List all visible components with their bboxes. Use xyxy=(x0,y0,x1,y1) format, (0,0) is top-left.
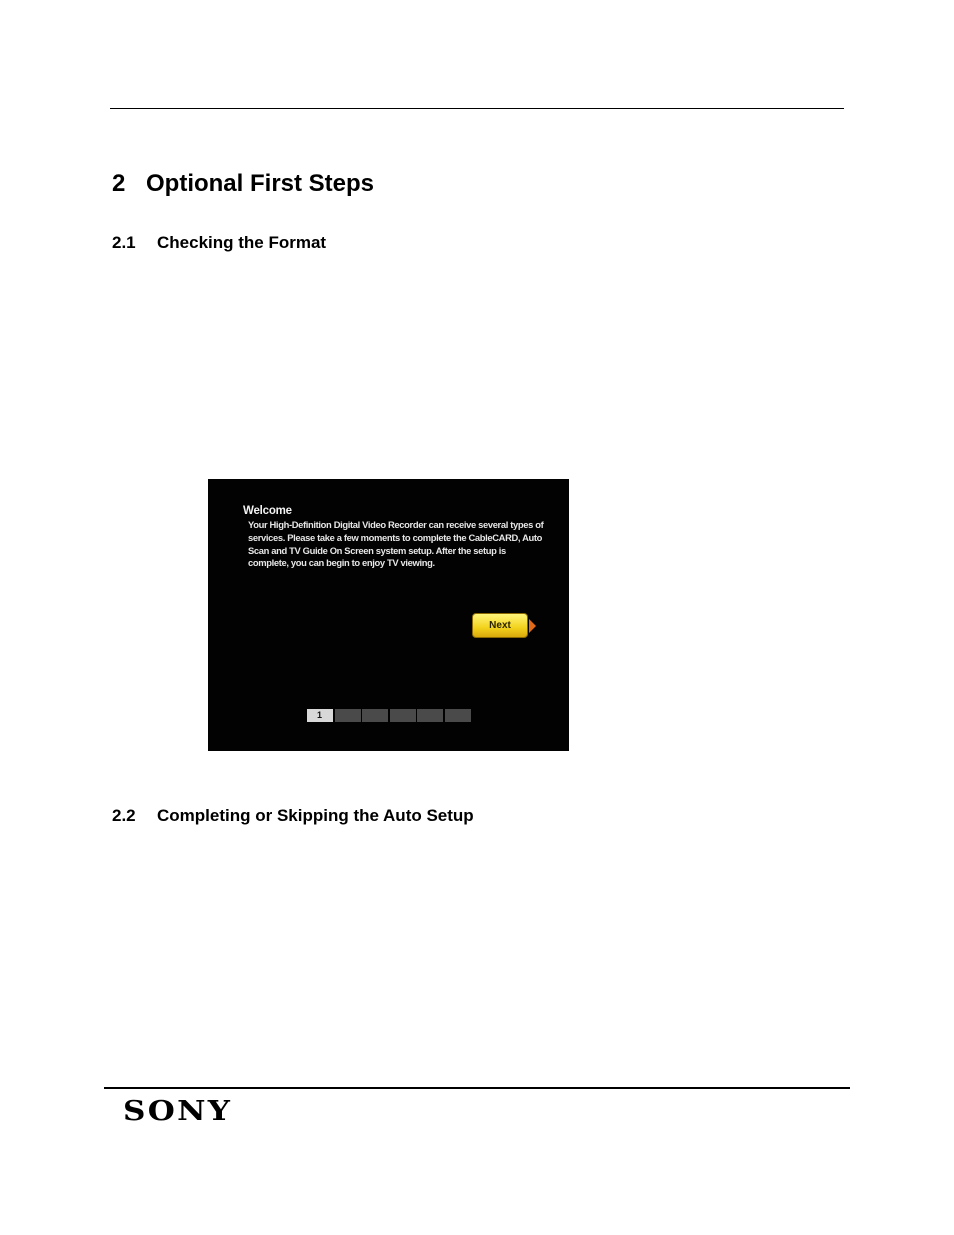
welcome-heading: Welcome xyxy=(243,505,292,517)
chapter-title: Optional First Steps xyxy=(146,170,375,197)
section-heading xyxy=(112,233,326,253)
welcome-screenshot xyxy=(208,479,569,751)
setup-progress-bar xyxy=(307,709,472,723)
progress-step xyxy=(417,709,443,722)
section-heading xyxy=(112,806,474,826)
arrow-right-icon xyxy=(529,619,536,633)
section-number: 2.1 xyxy=(112,233,136,252)
progress-step-current: 1 xyxy=(307,709,333,722)
section-number: 2.2 xyxy=(112,806,136,825)
chapter-heading xyxy=(112,170,374,198)
sony-logo: SONY xyxy=(123,1096,233,1127)
progress-step xyxy=(390,709,416,722)
chapter-number: 2 xyxy=(112,170,126,197)
section-title: Completing or Skipping the Auto Setup xyxy=(157,806,474,825)
welcome-message: Your High-Definition Digital Video Recorder can receive several types of services. Please take a few moments to complete the CableCARD, Auto Scan and TV Guide On Screen system setup. After the setup is complete, you can begin to enjoy TV viewing. xyxy=(248,519,544,569)
section-title: Checking the Format xyxy=(157,233,327,252)
progress-step xyxy=(445,709,471,722)
footer-rule xyxy=(104,1087,850,1089)
next-button[interactable]: Next xyxy=(472,613,528,638)
progress-step xyxy=(335,709,361,722)
progress-step xyxy=(362,709,388,722)
header-rule xyxy=(110,108,844,109)
